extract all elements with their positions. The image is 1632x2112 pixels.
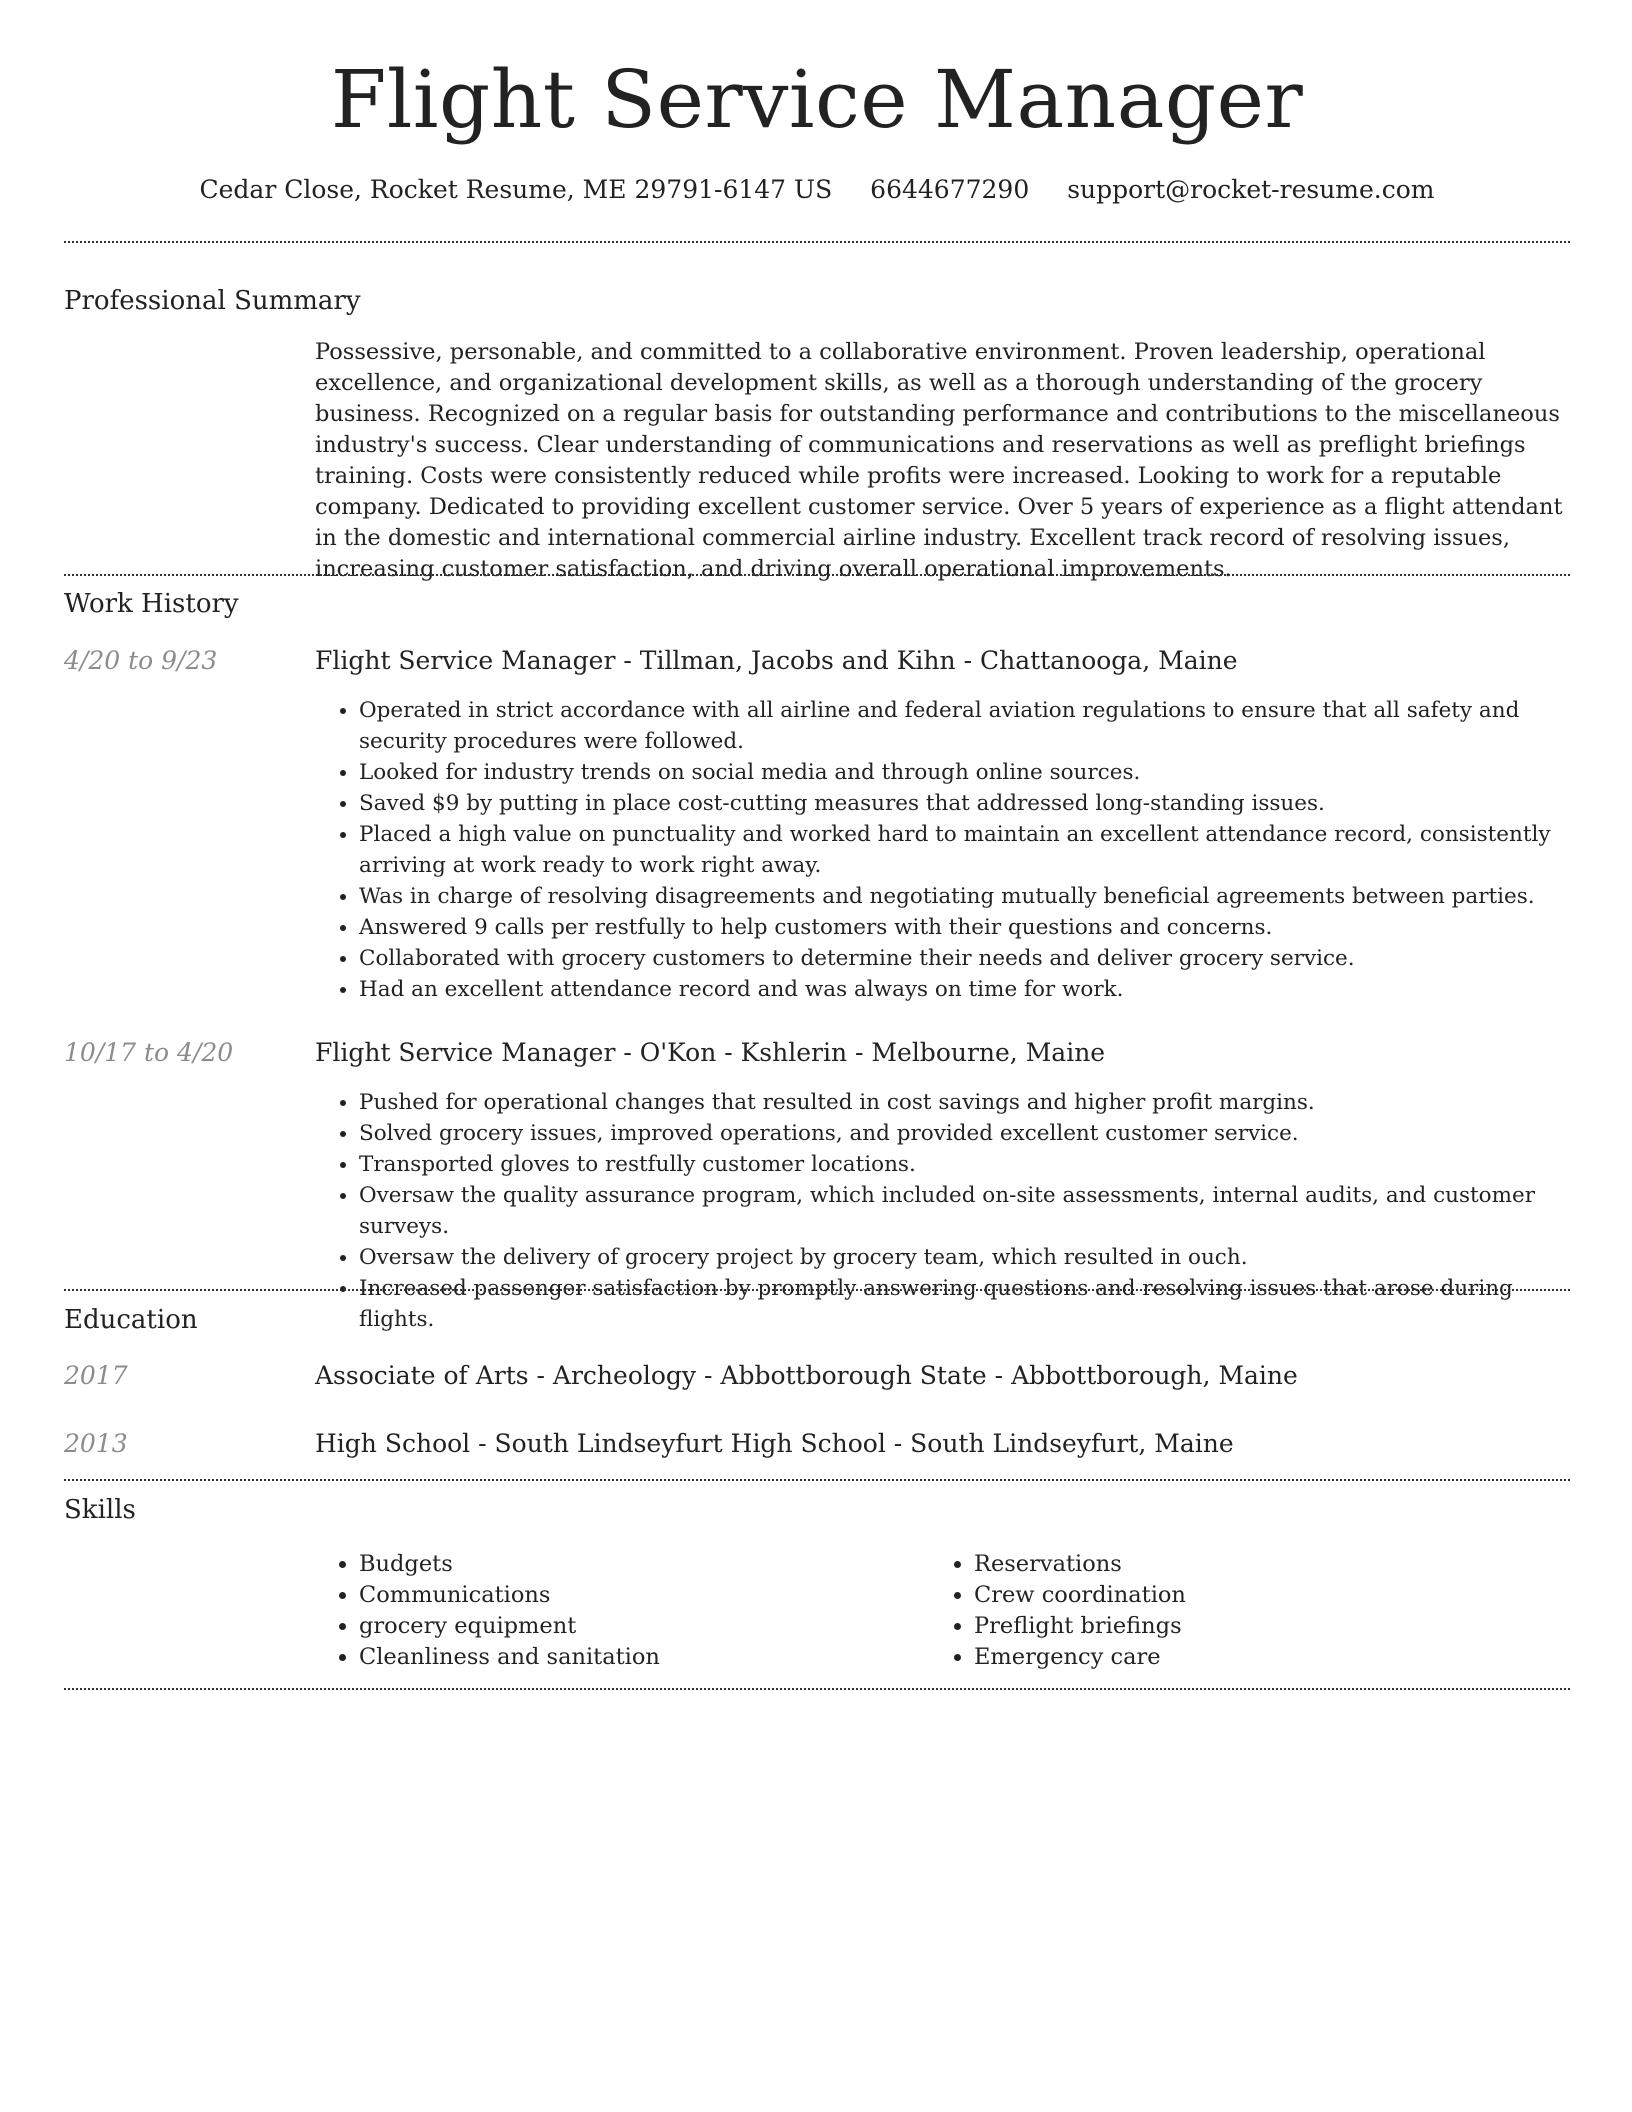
section-divider xyxy=(64,241,1570,243)
education-heading: High School - South Lindseyfurt High School - South Lindseyfurt, Maine xyxy=(315,1429,1234,1458)
job-bullet: • Saved $9 by putting in place cost-cutting measures that addressed long-standing issues. xyxy=(359,788,1570,819)
section-divider xyxy=(64,1479,1570,1481)
skill-item: • Cleanliness and sanitation xyxy=(359,1642,915,1673)
contact-phone: 6644677290 xyxy=(870,175,1030,204)
job-bullet: • Increased passenger satisfaction by promptly answering questions and resolving issues that arose during flights. xyxy=(359,1273,1570,1335)
skill-item: • Communications xyxy=(359,1580,915,1611)
skill-item: • Reservations xyxy=(974,1549,1530,1580)
section-divider xyxy=(64,1289,1570,1291)
job-bullet-list xyxy=(315,695,1570,1005)
section-divider xyxy=(64,1688,1570,1690)
skill-item: • Crew coordination xyxy=(974,1580,1530,1611)
job-bullet: • Solved grocery issues, improved operations, and provided excellent customer service. xyxy=(359,1118,1570,1149)
job-bullet: • Operated in strict accordance with all airline and federal aviation regulations to ensure that all safety and security procedures were followed. xyxy=(359,695,1570,757)
job-dates: 4/20 to 9/23 xyxy=(64,646,218,675)
job-bullet: • Had an excellent attendance record and was always on time for work. xyxy=(359,974,1570,1005)
education-year: 2017 xyxy=(64,1361,128,1390)
section-title-education: Education xyxy=(64,1305,198,1335)
job-bullet: • Answered 9 calls per restfully to help customers with their questions and concerns. xyxy=(359,912,1570,943)
job-bullet: • Transported gloves to restfully customer locations. xyxy=(359,1149,1570,1180)
skill-item: • Emergency care xyxy=(974,1642,1530,1673)
section-divider xyxy=(64,574,1570,576)
skill-item: • grocery equipment xyxy=(359,1611,915,1642)
job-bullet: • Oversaw the quality assurance program, which included on-site assessments, internal audits, and customer surveys. xyxy=(359,1180,1570,1242)
job-heading: Flight Service Manager - Tillman, Jacobs and Kihn - Chattanooga, Maine xyxy=(315,646,1238,675)
education-heading: Associate of Arts - Archeology - Abbottborough State - Abbottborough, Maine xyxy=(315,1361,1298,1390)
contact-email: support@rocket-resume.com xyxy=(1067,175,1435,204)
job-bullet: • Pushed for operational changes that resulted in cost savings and higher profit margins. xyxy=(359,1087,1570,1118)
job-dates: 10/17 to 4/20 xyxy=(64,1038,234,1067)
section-title-skills: Skills xyxy=(64,1495,136,1525)
job-bullet: • Oversaw the delivery of grocery project by grocery team, which resulted in ouch. xyxy=(359,1242,1570,1273)
skill-item: • Preflight briefings xyxy=(974,1611,1530,1642)
education-year: 2013 xyxy=(64,1429,128,1458)
job-bullet: • Looked for industry trends on social media and through online sources. xyxy=(359,757,1570,788)
skill-item: • Budgets xyxy=(359,1549,915,1580)
section-title-work-history: Work History xyxy=(64,589,239,619)
section-title-summary: Professional Summary xyxy=(64,286,361,316)
candidate-name: Flight Service Manager xyxy=(330,53,1304,146)
job-bullet-list xyxy=(315,1087,1570,1335)
job-bullet: • Was in charge of resolving disagreements and negotiating mutually beneficial agreements between parties. xyxy=(359,881,1570,912)
summary-text: Possessive, personable, and committed to a collaborative environment. Proven leadership, operational excellence, and organizational development skills, as well as a thorough understanding of the grocery business. Recognized on a regular basis for outstanding performance and contributions to the miscellaneous industry's success. Clear understanding of communications and reservations as well as preflight briefings training. Costs were consistently reduced while profits were increased. Looking to work for a reputable company. Dedicated to providing excellent customer service. Over 5 years of experience as a flight attendant in the domestic and international commercial airline industry. Excellent track record of resolving issues, increasing customer satisfaction, and driving overall operational improvements. xyxy=(315,339,1563,582)
skills-list-right xyxy=(930,1549,1530,1673)
skills-list-left xyxy=(315,1549,915,1673)
job-heading: Flight Service Manager - O'Kon - Kshlerin - Melbourne, Maine xyxy=(315,1038,1106,1067)
job-bullet: • Collaborated with grocery customers to determine their needs and deliver grocery service. xyxy=(359,943,1570,974)
job-bullet: • Placed a high value on punctuality and worked hard to maintain an excellent attendance record, consistently arriving at work ready to work right away. xyxy=(359,819,1570,881)
contact-info xyxy=(64,170,1570,210)
contact-address: Cedar Close, Rocket Resume, ME 29791-6147 US xyxy=(199,175,833,204)
